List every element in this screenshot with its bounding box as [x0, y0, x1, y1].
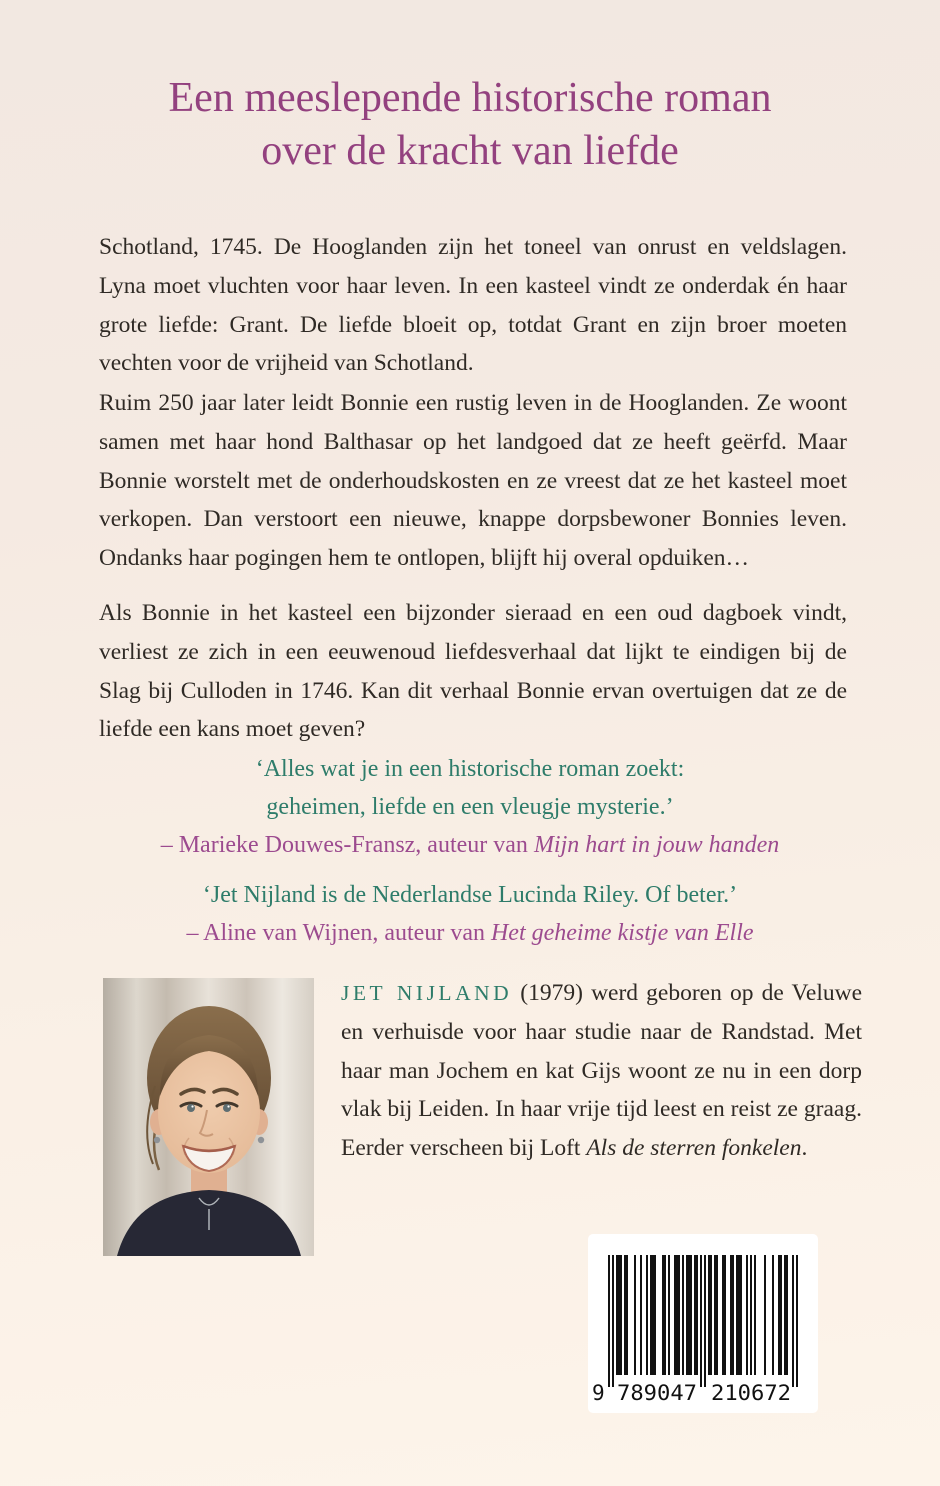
bio-text-end: . — [801, 1135, 808, 1162]
quote-2-attribution — [0, 914, 940, 952]
review-quote-1 — [0, 750, 940, 864]
synopsis-paragraph-3: Als Bonnie in het kasteel een bijzonder sieraad en een oud dagboek vindt, verliest ze zich in een eeuwenoud liefdesverhaal dat lijkt te eindigen bij de Slag bij Culloden in 1746. Kan dit verhaal Bonnie ervan overtuigen dat ze de liefde een kans moet geven? — [99, 600, 847, 743]
author-photo — [103, 978, 314, 1256]
quote-1-attribution-text: – Marieke Douwes-Fransz, auteur van — [160, 832, 534, 858]
tagline-line2: over de kracht van liefde — [261, 128, 679, 174]
bio-text: (1979) werd geboren op de Veluwe en verhuisde voor haar studie naar de Randstad. Met haar man Jochem en kat Gijs woont ze nu in een dorp vlak bij Leiden. In haar vrije tijd leest en reist ze graag. Eerder verscheen bij Loft — [341, 980, 862, 1162]
quote-1-attribution — [0, 826, 940, 864]
quote-1-text-line1: ‘Alles wat je in een historische roman zoekt: — [255, 756, 685, 782]
author-bio — [341, 974, 862, 1168]
review-quote-2 — [0, 876, 940, 952]
barcode-digit-lead: 9 — [592, 1381, 605, 1405]
quote-1-attribution-book-title: Mijn hart in jouw handen — [533, 832, 780, 858]
barcode-bars — [608, 1255, 798, 1387]
quote-1-text-line2: geheimen, liefde en een vleugje mysterie.’ — [266, 794, 674, 820]
barcode-digits-group2: 210672 — [711, 1381, 791, 1405]
quote-2-text: ‘Jet Nijland is de Nederlandse Lucinda Riley. Of beter.’ — [202, 882, 738, 908]
barcode-svg — [588, 1234, 818, 1413]
quote-2-attribution-book-title: Het geheime kistje van Elle — [490, 920, 754, 946]
tagline-line1: Een meeslepende historische roman — [168, 75, 772, 121]
tagline — [0, 72, 940, 178]
author-name: JET NIJLAND — [341, 981, 513, 1005]
quote-2-attribution-text: – Aline van Wijnen, auteur van — [186, 920, 491, 946]
barcode — [588, 1234, 818, 1413]
barcode-digits-group1: 789047 — [617, 1381, 697, 1405]
synopsis-paragraph-2: Ruim 250 jaar later leidt Bonnie een rustig leven in de Hooglanden. Ze woont samen met haar hond Balthasar op het landgoed dat ze heeft geërfd. Maar Bonnie worstelt met de onderhoudskosten en ze vreest dat ze het kasteel moet verkopen. Dan verstoort een nieuwe, knappe dorpsbewoner Bonnies leven. Ondanks haar pogingen hem te ontlopen, blijft hij overal opduiken… — [99, 390, 847, 572]
bio-book-title: Als de sterren fonkelen — [586, 1135, 802, 1162]
synopsis-paragraph-1: Schotland, 1745. De Hooglanden zijn het toneel van onrust en veldslagen. Lyna moet vluchten voor haar leven. In een kasteel vindt ze onderdak én haar grote liefde: Grant. De liefde bloeit op, totdat Grant en zijn broer moeten vechten voor de vrijheid van Schotland. — [99, 234, 847, 377]
